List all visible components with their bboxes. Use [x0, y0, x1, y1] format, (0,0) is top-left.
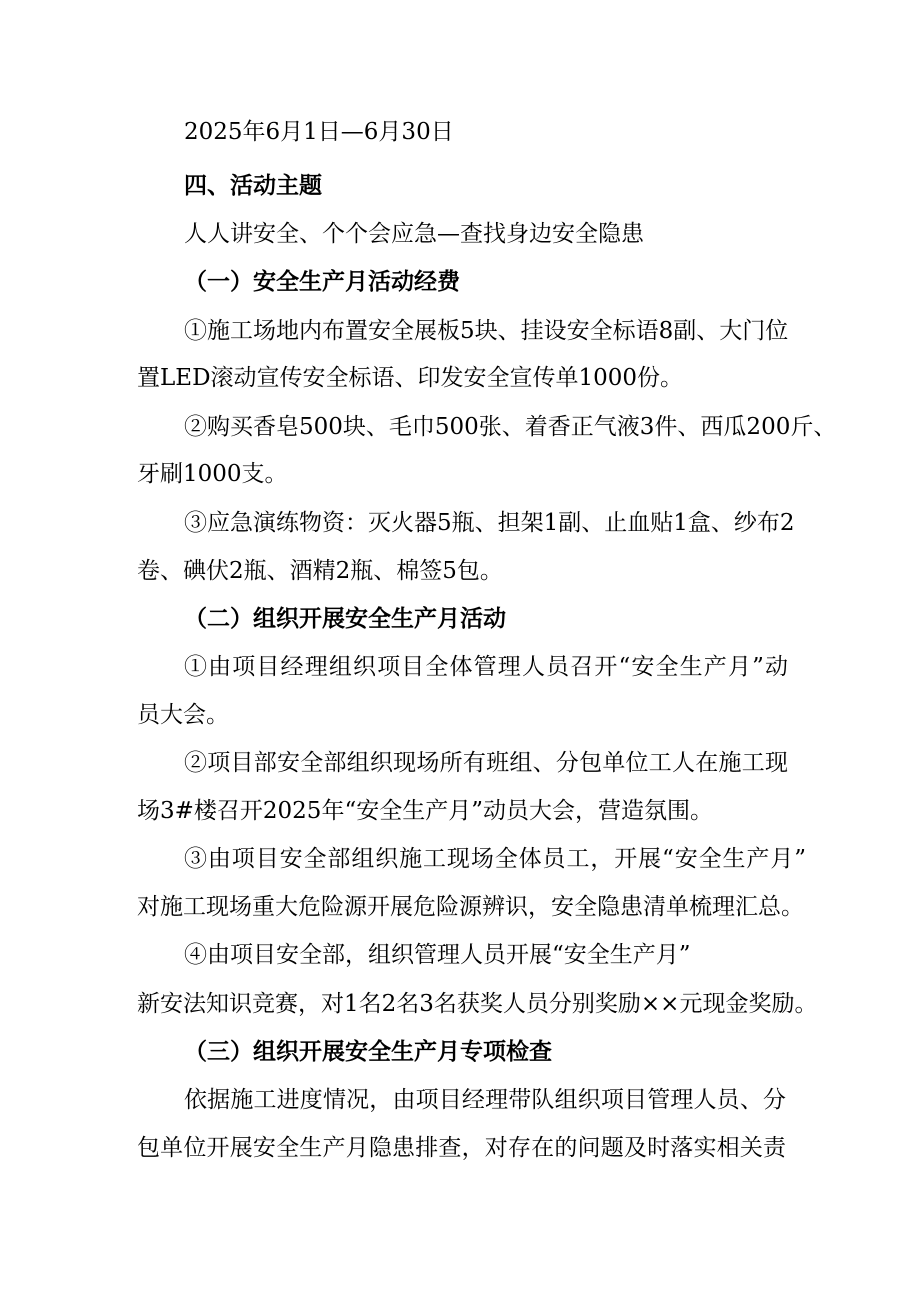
funding-item-1-line-2: 置LED滚动宣传安全标语、印发安全宣传单1000份。	[137, 365, 684, 391]
activity-item-1-line-2: 员大会。	[137, 702, 229, 728]
section-heading-activity-theme: 四、活动主题	[184, 173, 322, 199]
activity-item-1-line-1: ①由项目经理组织项目全体管理人员召开“安全生产月”动	[184, 654, 788, 680]
funding-item-1-line-1: ①施工场地内布置安全展板5块、挂设安全标语8副、大门位	[184, 318, 789, 344]
theme-text: 人人讲安全、个个会应急—查找身边安全隐患	[184, 221, 644, 247]
date-range-line: 2025年6月1日—6月30日	[184, 119, 454, 145]
funding-item-2-line-2: 牙刷1000支。	[137, 461, 288, 487]
activity-item-4-line-2: 新安法知识竞赛，对1名2名3名获奖人员分别奖励××元现金奖励。	[137, 991, 818, 1017]
funding-item-2-line-1: ②购买香皂500块、毛巾500张、着香正气液3件、西瓜200斤、	[184, 414, 837, 440]
inspection-para-line-2: 包单位开展安全生产月隐患排查，对存在的问题及时落实相关责	[137, 1135, 786, 1161]
activity-item-4-line-1: ④由项目安全部，组织管理人员开展“安全生产月”	[184, 942, 691, 968]
funding-item-3-line-1: ③应急演练物资：灭火器5瓶、担架1副、止血贴1盒、纱布2	[184, 510, 795, 536]
funding-item-3-line-2: 卷、碘伏2瓶、酒精2瓶、棉签5包。	[137, 558, 503, 584]
activity-item-2-line-2: 场3#楼召开2025年“安全生产月”动员大会，营造氛围。	[137, 798, 713, 824]
activity-item-3-line-1: ③由项目安全部组织施工现场全体员工，开展“安全生产月”	[184, 846, 806, 872]
inspection-para-line-1: 依据施工进度情况，由项目经理带队组织项目管理人员、分	[184, 1087, 786, 1113]
activity-item-2-line-1: ②项目部安全部组织现场所有班组、分包单位工人在施工现	[184, 750, 788, 776]
activity-item-3-line-2: 对施工现场重大危险源开展危险源辨识，安全隐患清单梳理汇总。	[137, 894, 804, 920]
subheading-activity-funding: （一）安全生产月活动经费	[184, 269, 460, 295]
subheading-organize-activities: （二）组织开展安全生产月活动	[184, 606, 506, 632]
subheading-special-inspection: （三）组织开展安全生产月专项检查	[184, 1039, 552, 1065]
